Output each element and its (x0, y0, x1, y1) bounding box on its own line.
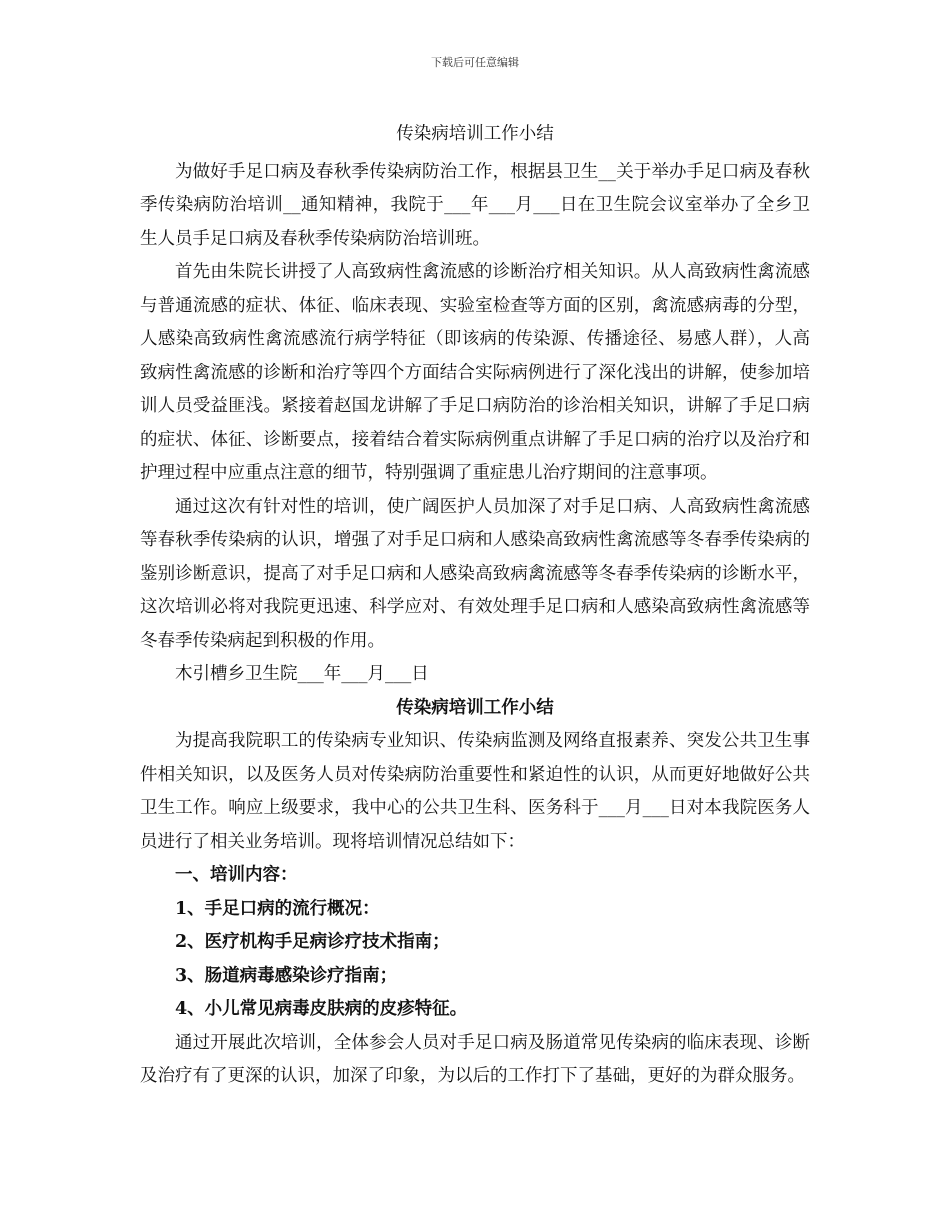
document-body (140, 118, 810, 1094)
doc2-list-item: 3、肠道病毒感染诊疗指南； (175, 965, 398, 986)
doc1-paragraph-2: 首先由朱院长讲授了人高致病性禽流感的诊断治疗相关知识。从人高致病性禽流感与普通流感的症状、体征、临床表现、实验室检查等方面的区别，禽流感病毒的分型，人感染高致病性禽流感流行病学特征（即该病的传染源、传播途径、易感人群），人高致病性禽流感的诊断和治疗等四个方面结合实际病例进行了深化浅出的讲解，使参加培训人员受益匪浅。紧接着赵国龙讲解了手足口病防治的诊治相关知识，讲解了手足口病的症状、体征、诊断要点，接着结合着实际病例重点讲解了手足口病的治疗以及治疗和护理过程中应重点注意的细节，特别强调了重症患儿治疗期间的注意事项。 (140, 262, 810, 483)
doc2-list-item: 1、手足口病的流行概况： (175, 898, 380, 919)
document-title-2: 传染病培训工作小结 (396, 697, 554, 718)
doc1-signature-date: 木引槽乡卫生院___年___月___日 (175, 664, 429, 684)
doc2-conclusion: 通过开展此次培训，全体参会人员对手足口病及肠道常见传染病的临床表现、诊断及治疗有了更深的认识，加深了印象，为以后的工作打下了基础，更好的为群众服务。 (140, 1032, 810, 1086)
doc1-paragraph-1: 为做好手足口病及春秋季传染病防治工作，根据县卫生__关于举办手足口病及春秋季传染病防治培训__通知精神，我院于___年___月___日在卫生院会议室举办了全乡卫生人员手足口病及春秋季传染病防治培训班。 (140, 161, 810, 249)
doc2-intro: 为提高我院职工的传染病专业知识、传染病监测及网络直报素养、突发公共卫生事件相关知识，以及医务人员对传染病防治重要性和紧迫性的认识，从而更好地做好公共卫生工作。响应上级要求，我中心的公共卫生科、医务科于___月___日对本我院医务人员进行了相关业务培训。现将培训情况总结如下： (140, 731, 810, 852)
document-title-1: 传染病培训工作小结 (396, 124, 554, 144)
doc2-section-heading: 一、培训内容： (175, 865, 298, 885)
doc2-list-item: 4、小儿常见病毒皮肤病的皮疹特征。 (175, 999, 468, 1019)
doc1-paragraph-3: 通过这次有针对性的培训，使广阔医护人员加深了对手足口病、人高致病性禽流感等春秋季传染病的认识，增强了对手足口病和人感染高致病性禽流感等冬春季传染病的鉴别诊断意识，提高了对手足口病和人感染高致病禽流感等冬春季传染病的诊断水平，这次培训必将对我院更迅速、科学应对、有效处理手足口病和人感染高致病性禽流感等冬春季传染病起到积极的作用。 (140, 496, 810, 651)
header-note: 下载后可任意编辑 (431, 56, 519, 69)
doc2-list-item: 2、医疗机构手足病诊疗技术指南； (175, 932, 450, 952)
